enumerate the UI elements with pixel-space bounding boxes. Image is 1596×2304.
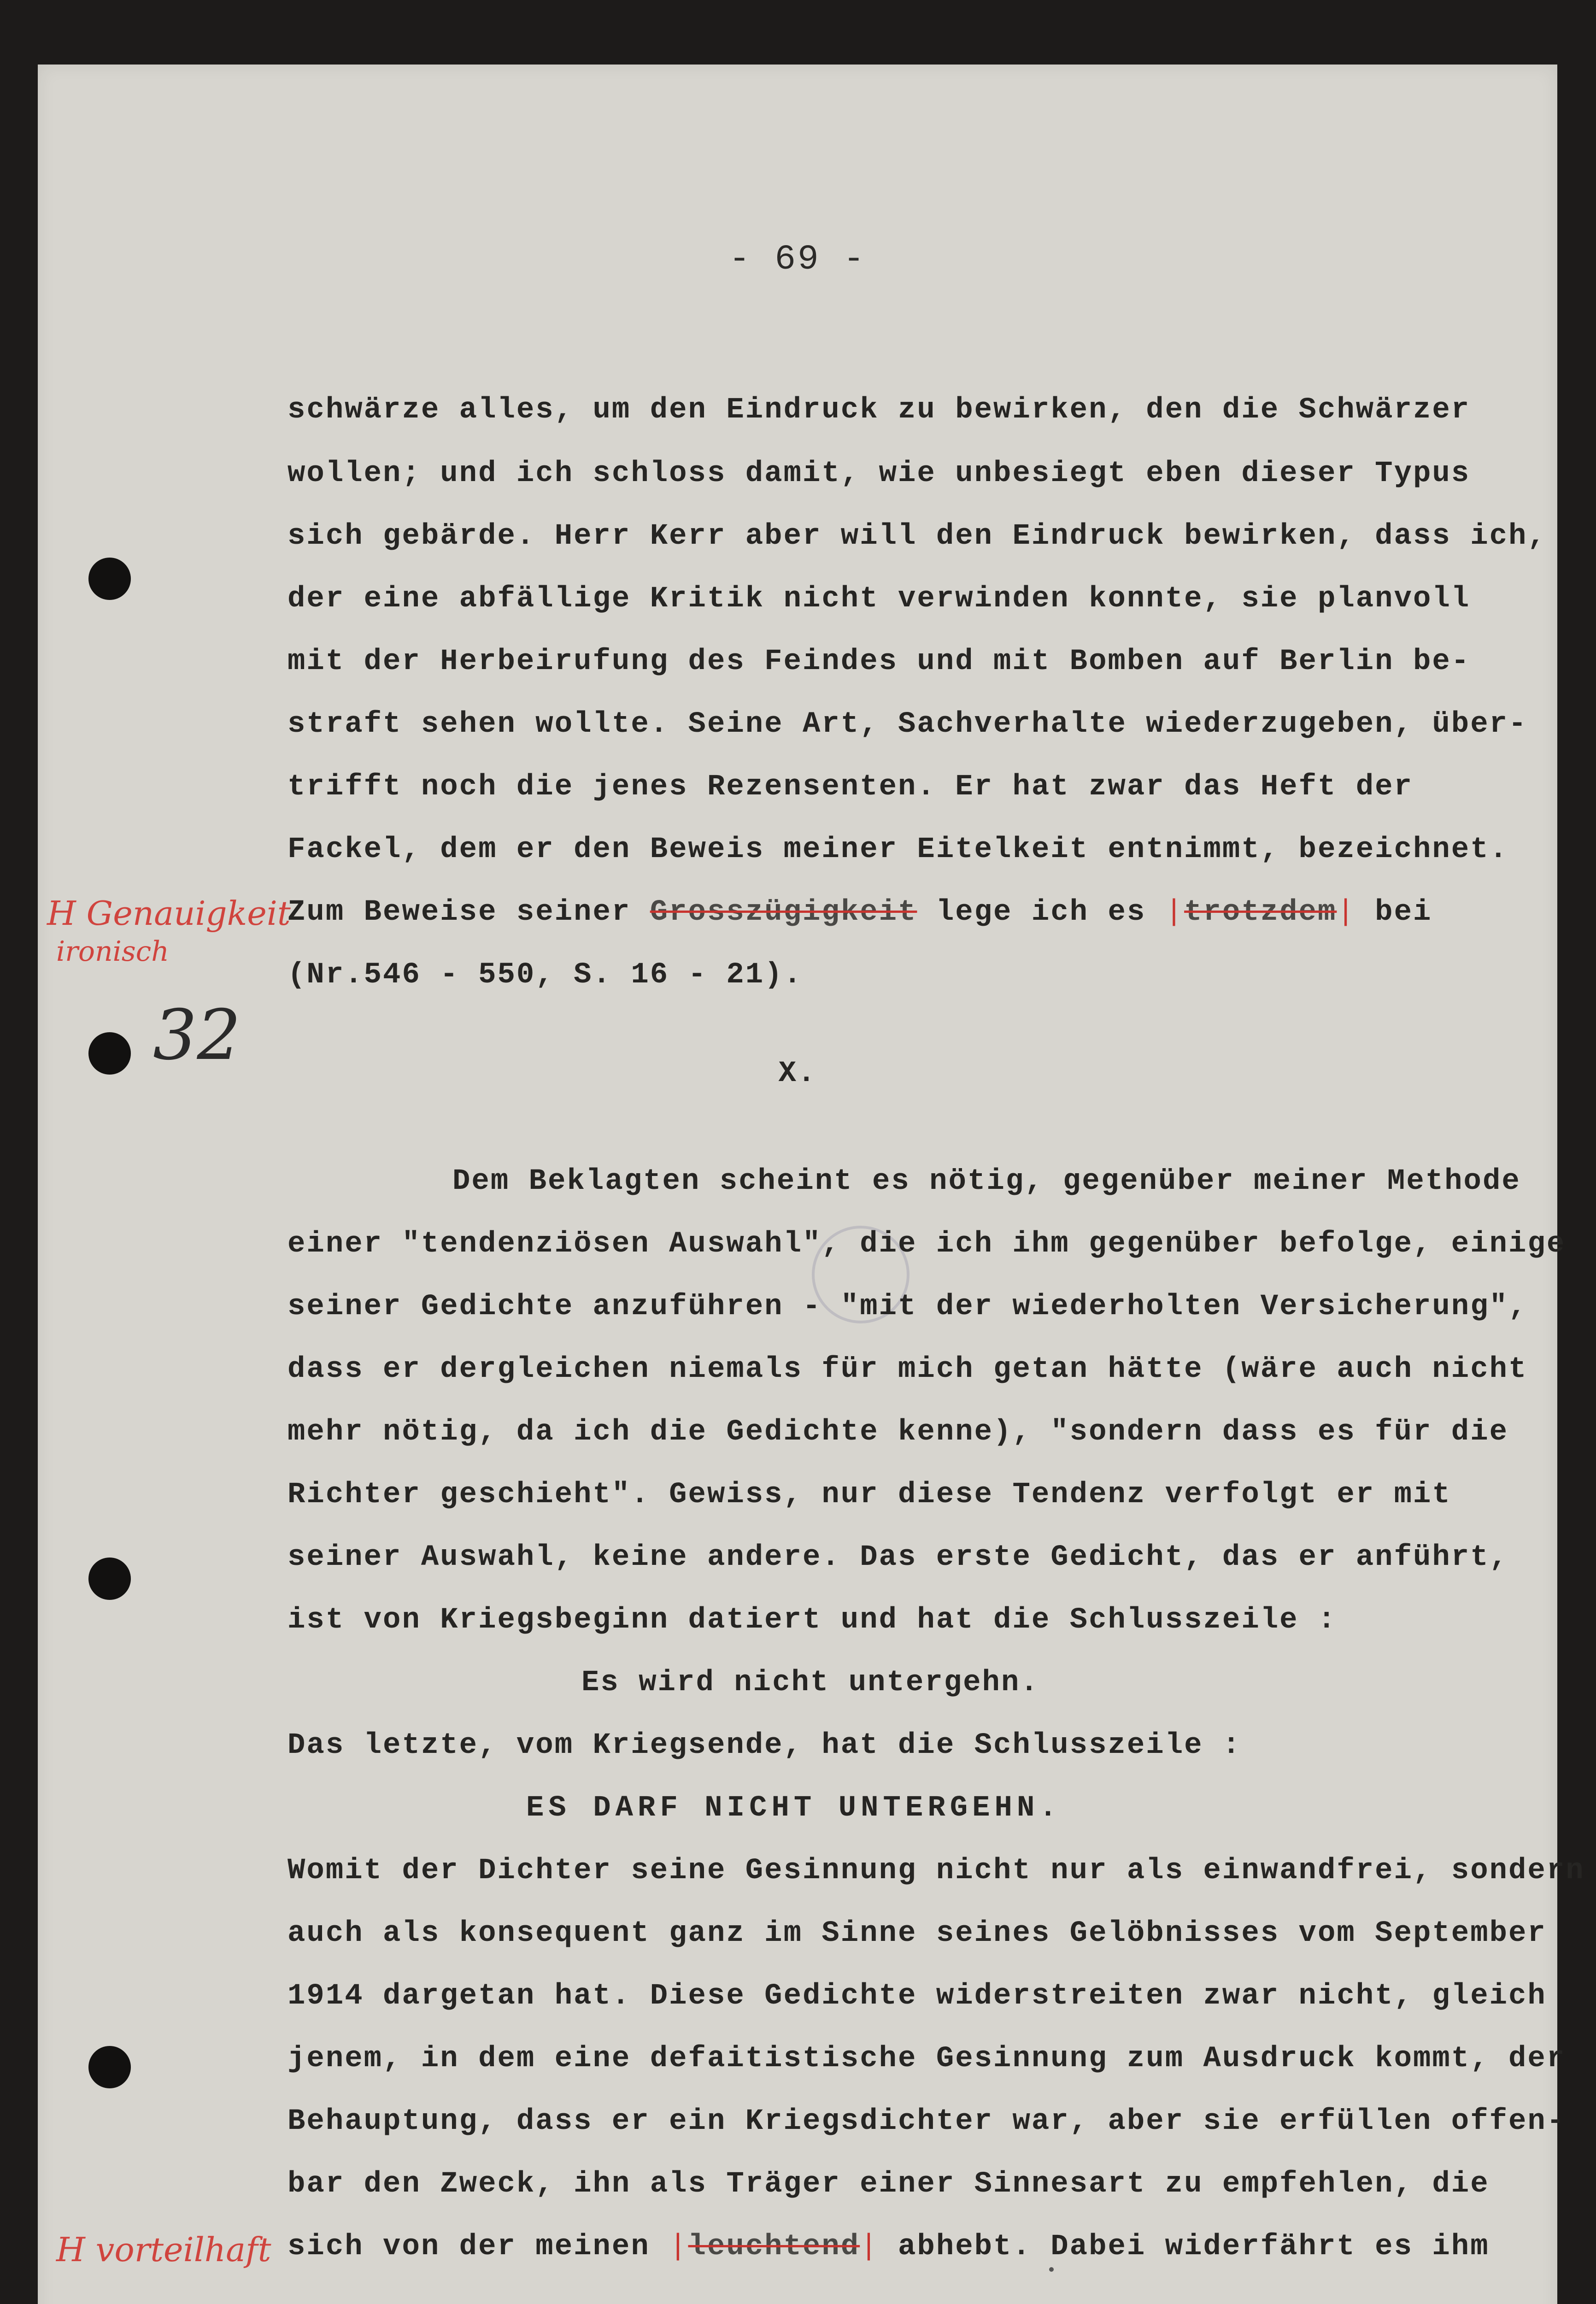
text-line: Behauptung, dass er ein Kriegsdichter war, aber sie erfüllen offen- (288, 2105, 1566, 2138)
text-line: auch als konsequent ganz im Sinne seines Gelöbnisses vom September (288, 1917, 1547, 1950)
text-line-with-deletion (288, 2228, 1490, 2265)
text-segment: sich von der meinen (288, 2230, 669, 2263)
text-line-with-deletions (288, 894, 1432, 931)
margin-note: H vorteilhaft (56, 2230, 271, 2269)
text-line: bar den Zweck, ihn als Träger einer Sinnesart zu empfehlen, die (288, 2168, 1490, 2201)
text-segment: bei (1355, 896, 1432, 929)
text-line: 1914 dargetan hat. Diese Gedichte widerstreiten zwar nicht, gleich (288, 1980, 1547, 2013)
text-line: Fackel, dem er den Beweis meiner Eitelkeit entnimmt, bezeichnet. (288, 833, 1508, 866)
margin-note: ironisch (56, 935, 169, 968)
red-bracket: | (1337, 896, 1356, 929)
text-line: mit der Herbeirufung des Feindes und mit Bomben auf Berlin be- (288, 645, 1471, 678)
text-line: schwärze alles, um den Eindruck zu bewirken, den die Schwärzer (288, 394, 1471, 427)
quote-line: Es wird nicht untergehn. (581, 1666, 1039, 1699)
margin-note: H Genauigkeit (47, 894, 291, 933)
text-line: dass er dergleichen niemals für mich getan hätte (wäre auch nicht (288, 1353, 1528, 1386)
text-segment: Zum Beweise seiner (288, 896, 650, 929)
red-bracket: | (1165, 896, 1185, 929)
text-line: seiner Auswahl, keine andere. Das erste Gedicht, das er anführt, (288, 1541, 1508, 1574)
text-line: wollen; und ich schloss damit, wie unbesiegt eben dieser Typus (288, 457, 1471, 490)
text-line: (Nr.546 - 550, S. 16 - 21). (288, 958, 803, 992)
text-line: jenem, in dem eine defaitistische Gesinnung zum Ausdruck kommt, der (288, 2042, 1566, 2075)
red-bracket: | (669, 2230, 688, 2263)
margin-number: 32 (153, 995, 241, 1076)
text-line: sich gebärde. Herr Kerr aber will den Eindruck bewirken, dass ich, (288, 520, 1547, 553)
ink-dot (1049, 2267, 1054, 2272)
punch-hole (88, 1558, 131, 1600)
text-line: seiner Gedichte anzuführen - "mit der wiederholten Versicherung", (288, 1290, 1528, 1323)
text-line: Dem Beklagten scheint es nötig, gegenüber meiner Methode (452, 1165, 1521, 1198)
text-line: Richter geschieht". Gewiss, nur diese Tendenz verfolgt er mit (288, 1478, 1451, 1511)
text-line: ist von Kriegsbeginn datiert und hat die Schlusszeile : (288, 1604, 1337, 1637)
red-bracket: | (860, 2230, 879, 2263)
punch-hole (88, 558, 131, 600)
page-number: - 69 - (729, 240, 866, 279)
text-segment: lege ich es (917, 896, 1165, 929)
text-line: Womit der Dichter seine Gesinnung nicht nur als einwandfrei, sondern (288, 1854, 1585, 1887)
text-line: der eine abfällige Kritik nicht verwinden konnte, sie planvoll (288, 582, 1471, 616)
punch-hole (88, 2046, 131, 2088)
document-page (38, 65, 1585, 2304)
text-line: straft sehen wollte. Seine Art, Sachverhalte wiederzugeben, über- (288, 708, 1528, 741)
text-line: mehr nötig, da ich die Gedichte kenne), "sondern dass es für die (288, 1416, 1508, 1449)
struck-word: trotzdem (1184, 896, 1337, 929)
text-line: Das letzte, vom Kriegsende, hat die Schlusszeile : (288, 1729, 1242, 1762)
text-line: trifft noch die jenes Rezensenten. Er hat zwar das Heft der (288, 770, 1413, 804)
text-line: einer "tendenziösen Auswahl", die ich ihm gegenüber befolge, einige (288, 1228, 1566, 1261)
struck-word: Grosszügigkeit (650, 896, 917, 929)
text-segment: abhebt. Dabei widerfährt es ihm (879, 2230, 1490, 2263)
section-heading: X. (778, 1057, 817, 1090)
quote-line: ES DARF NICHT UNTERGEHN. (526, 1792, 1062, 1825)
struck-word: leuchtend (688, 2230, 860, 2263)
